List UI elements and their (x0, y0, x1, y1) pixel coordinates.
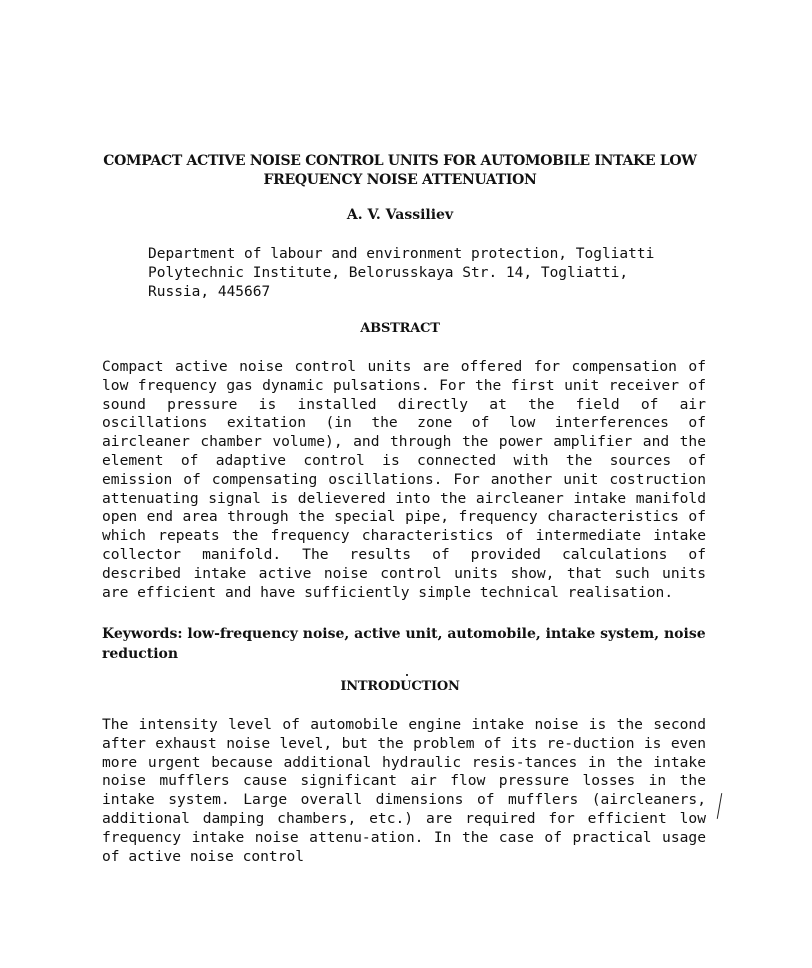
paper-title: COMPACT ACTIVE NOISE CONTROL UNITS FOR AUTOMOBILE INTAKE LOW FREQUENCY NOISE ATTENUATION (103, 153, 697, 188)
margin-pen-mark (717, 793, 722, 819)
abstract-text: Compact active noise control units are offered for compensation of low frequency gas dynamic pulsations. For the first unit receiver of sound pressure is installed directly at the field of air oscillations exitation (in the zone of low interferences of aircleaner chamber volume), and through the power amplifier and the element of adaptive control is connected with the sources of emission of compensating oscillations. For another unit costruction attenuating signal is delievered into the aircleaner intake manifold open end area through the special pipe, frequency characteristics of which repeats the frequency characteristics of intermediate intake collector manifold. The results of provided calculations of described intake active noise control units show, that such units are efficient and have sufficiently simple technical realisation. (102, 358, 706, 601)
introduction-text: The intensity level of automobile engine intake noise is the second after exhaust noise level, but the problem of its re-duction is even more urgent because additional hydraulic resis-tances in the intake noise mufflers cause significant air flow pressure losses in the intake system. Large overall dimensions of mufflers (aircleaners, additional damping chambers, etc.) are required for efficient low frequency intake noise attenu-ation. In the case of practical usage of active noise control (102, 716, 706, 865)
introduction-heading: INTRODUCTION (340, 679, 460, 694)
stray-mark (406, 674, 408, 676)
keywords: Keywords: low-frequency noise, active unit, automobile, intake system, noise reduction (102, 626, 706, 662)
author-name: A. V. Vassiliev (346, 207, 454, 223)
abstract-heading: ABSTRACT (360, 321, 440, 336)
author-affiliation: Department of labour and environment protection, Togliatti Polytechnic Institute, Belorusskaya Str. 14, Togliatti, Russia, 445667 (148, 246, 655, 300)
